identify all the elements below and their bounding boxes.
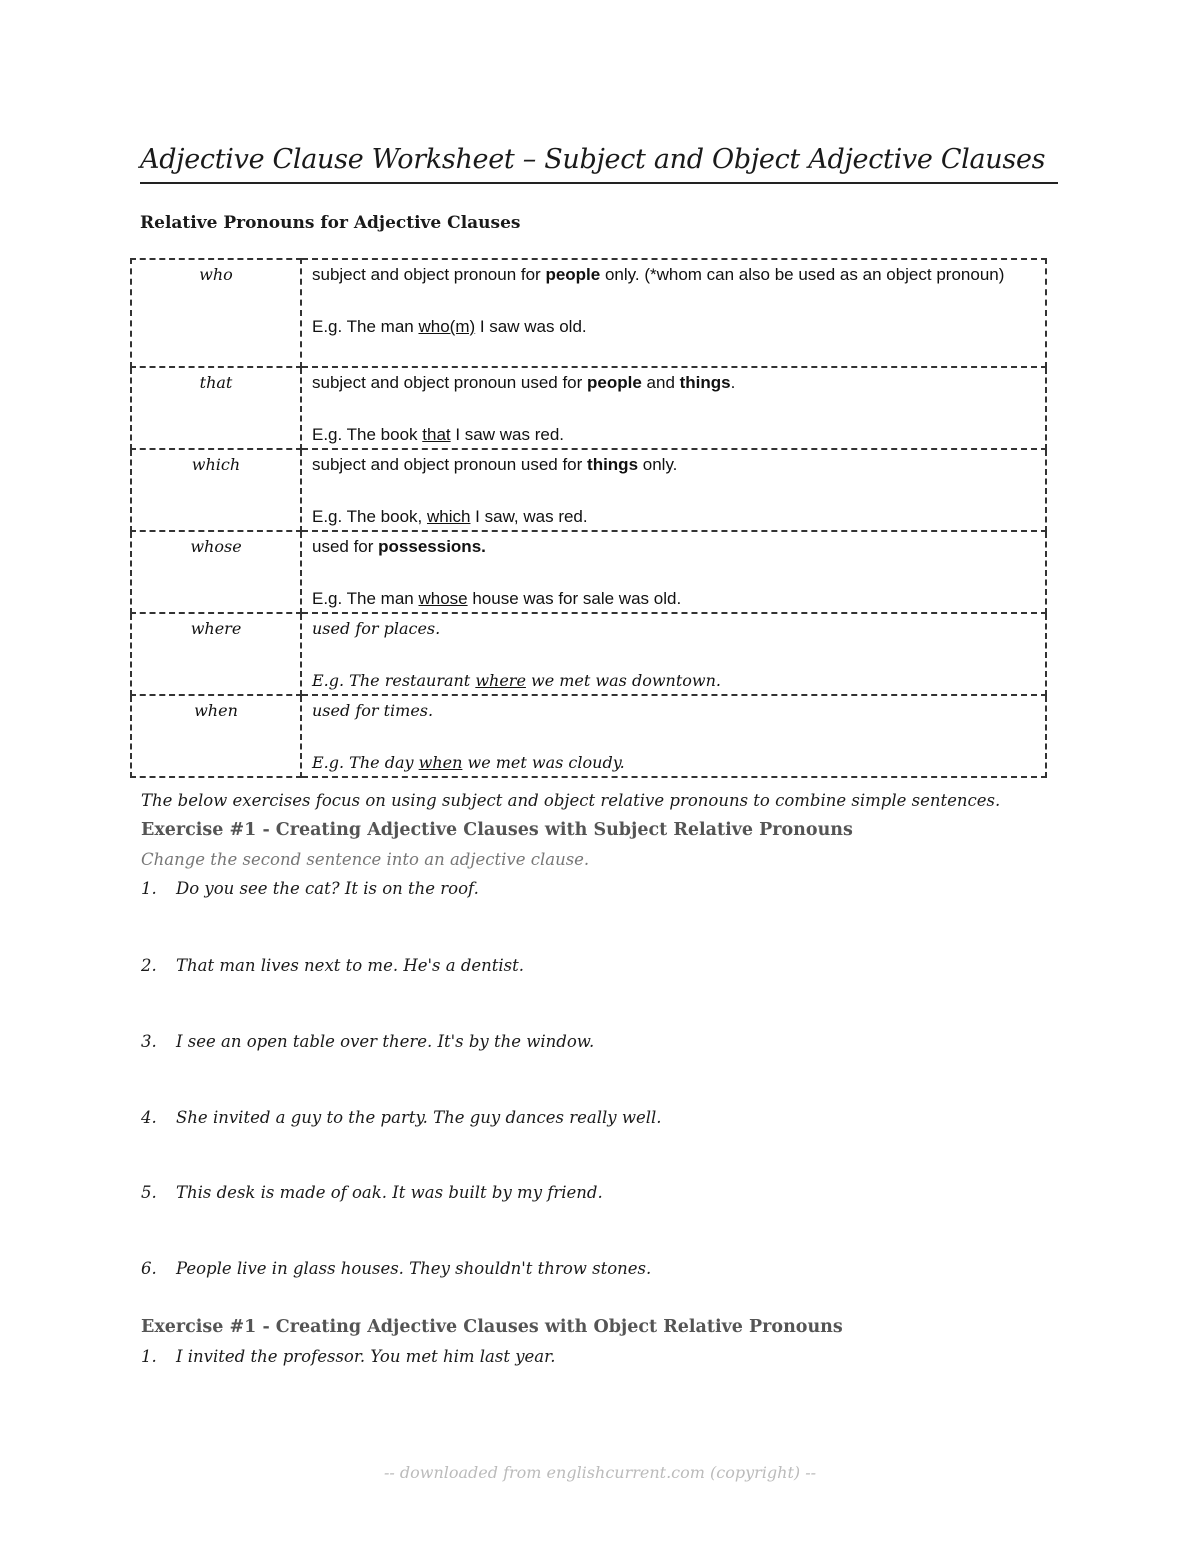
page-title: Adjective Clause Worksheet – Subject and Object Adjective Clauses [140,138,1058,184]
exercise-item: 1. Do you see the cat? It is on the roof. [141,879,479,898]
description-cell [301,449,1046,531]
exercise-item: 4. She invited a guy to the party. The guy dances really well. [141,1108,662,1127]
table-row [131,531,1046,613]
pronoun-cell: when [131,695,301,777]
exercise-item: 2. That man lives next to me. He's a dentist. [141,956,525,975]
pronoun-cell: whose [131,531,301,613]
description-cell [301,259,1046,367]
description-cell [301,695,1046,777]
exercise-item: 3. I see an open table over there. It's by the window. [141,1032,595,1051]
table-row [131,449,1046,531]
description-cell [301,367,1046,449]
example-text: E.g. The man who(m) I saw was old. [312,317,587,336]
exercise-item: 6. People live in glass houses. They shouldn't throw stones. [141,1259,652,1278]
description-text: subject and object pronoun used for things only. [312,455,678,474]
example-text: E.g. The day when we met was cloudy. [312,753,625,772]
example-text: E.g. The restaurant where we met was downtown. [312,671,721,690]
pronoun-cell: that [131,367,301,449]
description-cell [301,613,1046,695]
pronoun-cell: which [131,449,301,531]
table-row [131,695,1046,777]
pronoun-cell: who [131,259,301,367]
description-text: used for possessions. [312,537,486,556]
table-row [131,613,1046,695]
pronoun-cell: where [131,613,301,695]
relative-pronoun-table [130,258,1047,778]
description-text: subject and object pronoun for people only. (*whom can also be used as an object pronoun) [312,265,1005,284]
section-heading: Relative Pronouns for Adjective Clauses [140,213,521,233]
exercise-2-heading: Exercise #1 - Creating Adjective Clauses with Object Relative Pronouns [141,1317,843,1337]
exercise-item: 1. I invited the professor. You met him last year. [141,1347,556,1366]
example-text: E.g. The man whose house was for sale was old. [312,589,682,608]
footer-copyright: -- downloaded from englishcurrent.com (copyright) -- [383,1463,817,1482]
description-text: used for times. [312,701,434,720]
exercise-1-heading: Exercise #1 - Creating Adjective Clauses with Subject Relative Pronouns [141,820,853,840]
description-cell [301,531,1046,613]
exercise-1-instruction: Change the second sentence into an adjective clause. [141,850,590,869]
example-text: E.g. The book, which I saw, was red. [312,507,588,526]
exercise-intro: The below exercises focus on using subject and object relative pronouns to combine simple sentences. [141,791,1001,810]
example-text: E.g. The book that I saw was red. [312,425,564,444]
description-text: used for places. [312,619,441,638]
exercise-item: 5. This desk is made of oak. It was built by my friend. [141,1183,603,1202]
table-row [131,259,1046,367]
table-row [131,367,1046,449]
description-text: subject and object pronoun used for people and things. [312,373,736,392]
